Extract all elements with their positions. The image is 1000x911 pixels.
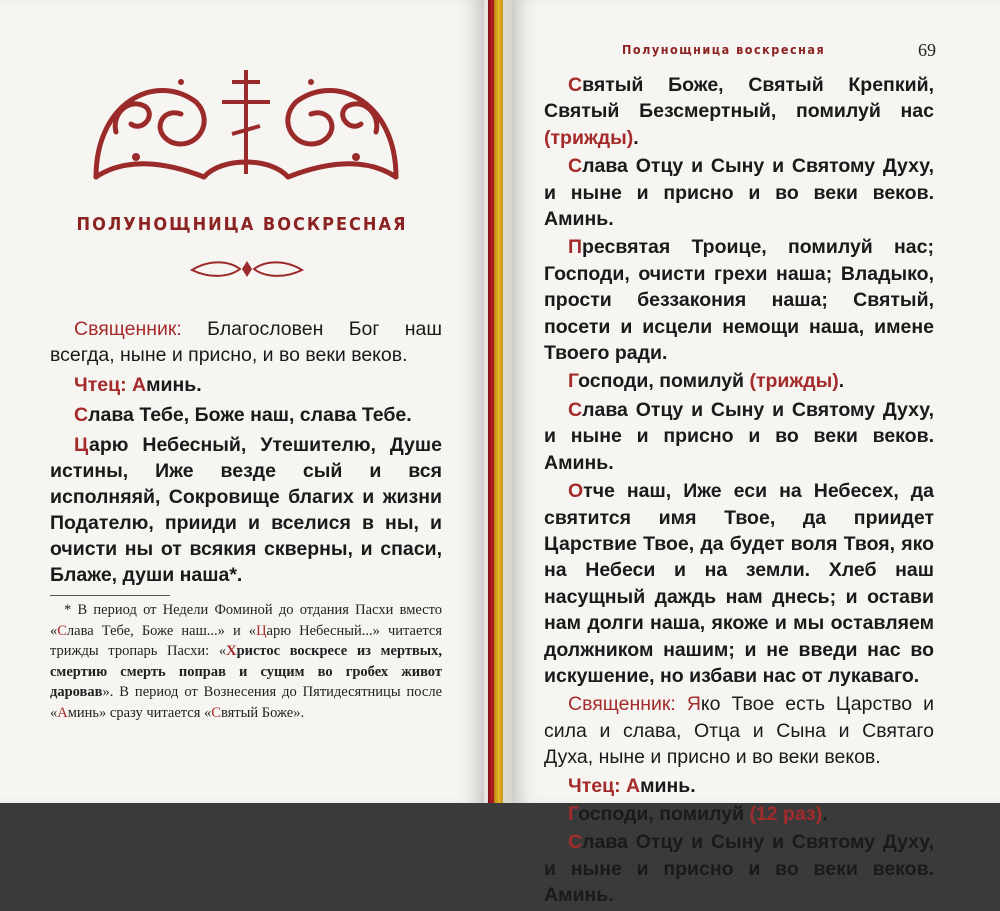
footnote-text: вятый Боже». bbox=[220, 704, 305, 721]
paragraph-text: лава Отцу и Сыну и Святому Духу, и ныне и присно и во веки веков. Аминь. bbox=[544, 831, 934, 907]
footnote-text: ». В период от Вознесения до Пятидесятницы после « bbox=[50, 684, 442, 721]
rubric-note: (12 раз) bbox=[749, 802, 823, 825]
paragraph-text: лава Отцу и Сыну и Святому Духу, и ныне и присно и во веки веков. Аминь. bbox=[544, 155, 934, 231]
paragraph bbox=[50, 432, 442, 588]
drop-initial: Я bbox=[686, 693, 701, 716]
rubric-note: (трижды) bbox=[749, 370, 839, 393]
drop-initial: С bbox=[568, 831, 583, 854]
drop-initial: П bbox=[568, 236, 583, 259]
footnote-initial: С bbox=[57, 622, 67, 639]
page-title: ПОЛУНОЩНИЦА ВОСКРЕСНАЯ bbox=[76, 214, 408, 235]
paragraph-end: . bbox=[633, 126, 639, 149]
paragraph-text: минь. bbox=[640, 774, 696, 797]
running-head: Полунощница воскресная bbox=[622, 42, 826, 57]
paragraph-text: минь. bbox=[146, 374, 202, 396]
paragraph-text: арю Небесный, Утешителю, Душе истины, Иже везде сый и вся исполняяй, Сокровище благих и жизни Подателю, прииди и вселися в ны, и очисти ны от всякия скверны, и спаси, Блаже, души наша*. bbox=[50, 434, 442, 586]
paragraph-text: осподи, помилуй bbox=[578, 370, 750, 393]
drop-initial: С bbox=[74, 404, 89, 426]
rubric-note: (трижды) bbox=[544, 126, 634, 149]
paragraph-end: . bbox=[838, 370, 845, 393]
paragraph bbox=[544, 234, 934, 366]
footnote-initial: Ц bbox=[256, 622, 267, 639]
drop-initial: С bbox=[568, 155, 583, 178]
footnote-text: арю Небесный...» читается трижды тропарь Пасхи: « bbox=[50, 622, 442, 659]
drop-initial: Г bbox=[568, 802, 579, 825]
speaker-label: Священник: bbox=[74, 318, 182, 340]
paragraph bbox=[544, 397, 934, 476]
footnote-initial: А bbox=[57, 704, 68, 721]
paragraph bbox=[50, 316, 442, 368]
paragraph bbox=[50, 402, 442, 428]
paragraph bbox=[544, 153, 934, 232]
paragraph-text: ко Твое есть Царство и сила и слава, Отца и Сына и Святаго Духа, ныне и присно и во веки веков. bbox=[544, 693, 934, 769]
speaker-label: Чтец: bbox=[568, 774, 621, 797]
left-page bbox=[0, 0, 484, 803]
paragraph bbox=[50, 372, 442, 398]
paragraph-text: вятый Боже, Святый Крепкий, Святый Безсмертный, помилуй нас bbox=[544, 74, 934, 123]
bookmark-ribbon-gold[interactable] bbox=[494, 0, 503, 803]
drop-initial: А bbox=[132, 374, 147, 396]
footnote-text: * В период от Недели Фоминой до отдания Пасхи вместо « bbox=[50, 602, 442, 639]
drop-initial: Ц bbox=[74, 434, 89, 456]
paragraph bbox=[544, 368, 934, 394]
cross-ornament-icon bbox=[86, 62, 406, 192]
paragraph-text: осподи, помилуй bbox=[578, 802, 750, 825]
paragraph bbox=[544, 829, 934, 908]
footnote-text: лава Тебе, Боже наш...» и « bbox=[66, 622, 257, 639]
drop-initial: Г bbox=[568, 370, 579, 393]
footnote-divider bbox=[50, 595, 170, 596]
paragraph bbox=[544, 773, 934, 799]
flourish-icon bbox=[188, 258, 306, 280]
drop-initial: О bbox=[568, 480, 584, 503]
paragraph-text: лава Отцу и Сыну и Святому Духу, и ныне и присно и во веки веков. Аминь. bbox=[544, 398, 934, 474]
paragraph bbox=[544, 801, 934, 827]
page-number: 69 bbox=[918, 40, 936, 60]
paragraph-text: ресвятая Троице, помилуй нас; Господи, очисти грехи наша; Владыко, прости беззакония наша; Святый, посети и исцели немощи наша, имене Твоего ради. bbox=[544, 236, 934, 365]
paragraph bbox=[544, 478, 934, 689]
drop-initial: С bbox=[568, 74, 583, 96]
drop-initial: А bbox=[626, 774, 641, 797]
drop-initial: С bbox=[568, 398, 583, 421]
paragraph-text: Благословен Бог наш всегда, ныне и присно, и во веки веков. bbox=[50, 318, 442, 366]
footnote-initial: С bbox=[211, 704, 221, 721]
speaker-label: Чтец: bbox=[74, 374, 127, 396]
speaker-label: Священник: bbox=[568, 693, 676, 716]
footnote bbox=[50, 600, 442, 723]
footnote-text: минь» сразу читается « bbox=[67, 704, 212, 721]
paragraph bbox=[544, 72, 934, 151]
footnote-initial: Х bbox=[226, 643, 237, 659]
paragraph-end: . bbox=[822, 802, 828, 825]
paragraph-text: лава Тебе, Боже наш, слава Тебе. bbox=[88, 404, 412, 426]
right-page-body bbox=[544, 72, 934, 911]
footnote-troparion: ристос воскресе из мертвых, смертию смерть поправ и сущим во гробех живот даровав bbox=[50, 643, 442, 700]
left-page-body bbox=[50, 316, 442, 592]
paragraph bbox=[544, 691, 934, 770]
paragraph-text: тче наш, Иже еси на Небесех, да святится имя Твое, да приидет Царствие Твое, да будет воля Твоя, яко на Небеси и на земли. Хлеб наш насущный даждь нам днесь; и остави нам долги наша, якоже и мы оставляем должником нашим; и не введи нас во искушение, но избави нас от лукаваго. bbox=[544, 480, 934, 687]
